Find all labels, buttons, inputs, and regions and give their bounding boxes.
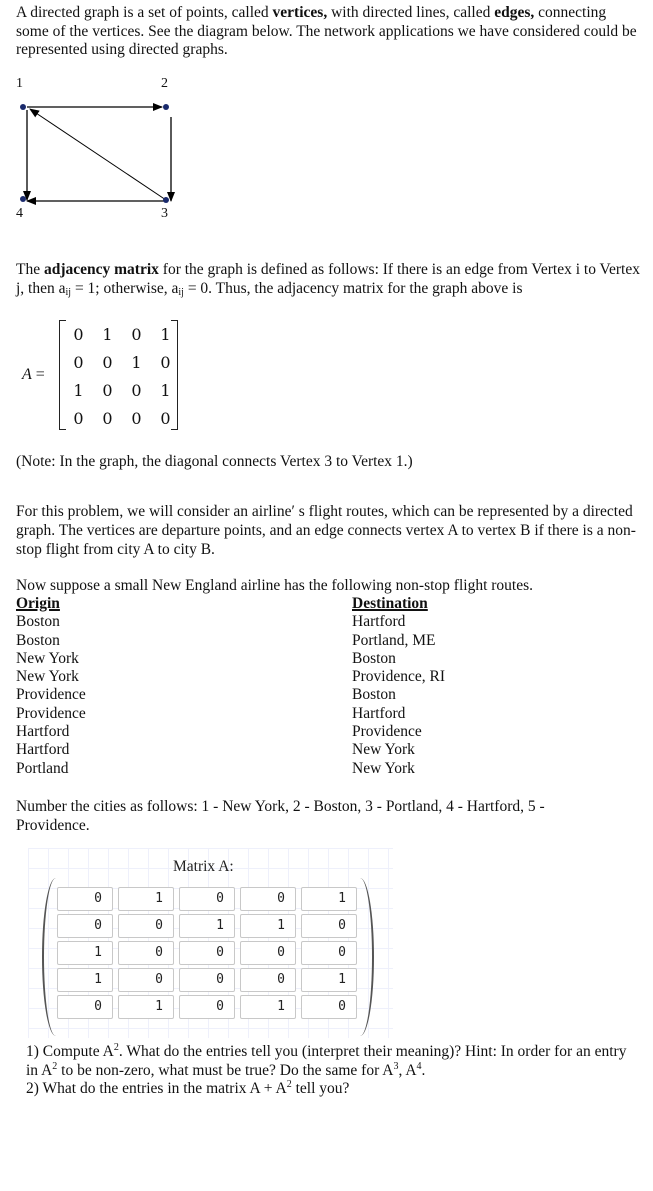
subscript-ij: ij [65, 286, 72, 298]
matrix-input-cell[interactable]: 1 [301, 887, 357, 911]
matrix-input-cell[interactable]: 0 [179, 941, 235, 965]
matrix-input-cell[interactable]: 0 [240, 968, 296, 992]
matrix-name: A [22, 366, 32, 383]
matrix-row [64, 348, 180, 376]
matrix-input-cell[interactable]: 0 [57, 887, 113, 911]
origin-cell: Hartford [16, 741, 70, 759]
matrix-input-cell[interactable]: 0 [179, 887, 235, 911]
term-adjacency-matrix: adjacency matrix [43, 261, 159, 278]
table-header [16, 595, 516, 613]
matrix-cell: 0 [102, 352, 113, 372]
matrix-cell: 0 [73, 408, 84, 428]
routes-intro: Now suppose a small New England airline has the following non-stop flight routes. [16, 577, 534, 594]
matrix-input-cell[interactable]: 0 [118, 914, 174, 938]
header-origin: Origin [16, 595, 60, 612]
destination-cell: Providence [352, 723, 422, 741]
matrix-input-cell[interactable]: 1 [301, 968, 357, 992]
destination-cell: New York [352, 759, 415, 777]
directed-graph-diagram [0, 70, 200, 230]
vertex-label-4: 4 [16, 206, 23, 221]
question-text: 2) What do the entries in the matrix A + A [26, 1080, 287, 1097]
destination-cell: Portland, ME [352, 631, 436, 649]
adjacency-text: = 1; otherwise, a [71, 279, 179, 297]
exponent: 3 [393, 1060, 399, 1072]
table-row [16, 760, 516, 778]
destination-cell: Hartford [352, 704, 406, 722]
origin-cell: New York [16, 649, 79, 667]
vertex-node-2 [163, 104, 169, 110]
vertex-label-2: 2 [161, 76, 168, 91]
matrix-cell: 0 [131, 408, 142, 428]
origin-cell: New York [16, 668, 79, 686]
matrix-cell: 0 [102, 380, 113, 400]
matrix-row [64, 404, 180, 432]
matrix-input-cell[interactable]: 1 [118, 887, 174, 911]
matrix-input-cell[interactable]: 0 [57, 914, 113, 938]
questions [26, 1043, 641, 1099]
origin-cell: Boston [16, 613, 60, 631]
adjacency-definition [16, 261, 641, 298]
table-row [16, 741, 516, 759]
vertex-label-1: 1 [16, 76, 23, 91]
vertex-node-1 [20, 104, 26, 110]
matrix-row [64, 376, 180, 404]
diagonal-note: (Note: In the graph, the diagonal connects Vertex 3 to Vertex 1.) [16, 453, 413, 470]
matrix-input-cell[interactable]: 0 [240, 887, 296, 911]
adjacency-text: = 0. Thus, the adjacency matrix for the graph above is [183, 279, 523, 297]
equals-sign: = [35, 366, 45, 383]
matrix-input-cell[interactable]: 0 [301, 941, 357, 965]
matrix-input-cell[interactable]: 1 [240, 995, 296, 1019]
matrix-cell: 1 [102, 324, 113, 344]
matrix-row [64, 320, 180, 348]
matrix-cell: 1 [160, 380, 171, 400]
exponent: 2 [286, 1079, 292, 1090]
matrix-cell: 0 [102, 408, 113, 428]
matrix-cell: 0 [73, 324, 84, 344]
table-row [16, 705, 516, 723]
adjacency-text: for the graph is defined as follows: If there is an edge from Vertex i to Vertex j, then a [16, 261, 640, 297]
table-row [16, 650, 516, 668]
adjacency-text: The [16, 261, 44, 278]
matrix-input-cell[interactable]: 0 [118, 941, 174, 965]
matrix-cell: 1 [131, 352, 142, 372]
graph-edges [0, 70, 200, 230]
problem-intro: For this problem, we will consider an airline′ s flight routes, which can be represented by a directed graph. The vertices are departure points, and an edge connects vertex A to vertex B if there is a non-stop flight from city A to city B. [16, 503, 636, 558]
origin-cell: Providence [16, 704, 86, 722]
matrix-entries [64, 320, 180, 432]
matrix-input-row [57, 968, 362, 992]
matrix-label [22, 366, 45, 384]
matrix-input-cell[interactable]: 0 [179, 995, 235, 1019]
flight-routes-table [16, 595, 516, 778]
question-1 [26, 1043, 641, 1080]
question-text: tell you? [291, 1080, 350, 1097]
matrix-cell: 0 [131, 380, 142, 400]
table-row [16, 632, 516, 650]
matrix-input-cell[interactable]: 1 [179, 914, 235, 938]
matrix-cell: 1 [160, 324, 171, 344]
intro-text: A directed graph is a set of points, called [16, 4, 273, 21]
matrix-input-row [57, 914, 362, 938]
matrix-input-grid [57, 887, 362, 1022]
origin-cell: Boston [16, 631, 60, 649]
destination-cell: Boston [352, 686, 396, 704]
table-row [16, 613, 516, 631]
term-edges: edges, [494, 4, 535, 21]
left-parenthesis [42, 878, 58, 1036]
city-numbering: Number the cities as follows: 1 - New York, 2 - Boston, 3 - Portland, 4 - Hartford, 5 - Providence. [16, 798, 545, 834]
question-text: 1) Compute A [26, 1043, 114, 1060]
matrix-input-row [57, 887, 362, 911]
matrix-input-row [57, 941, 362, 965]
matrix-input-cell[interactable]: 1 [240, 914, 296, 938]
matrix-cell: 0 [131, 324, 142, 344]
vertex-node-4 [20, 196, 26, 202]
matrix-cell: 0 [73, 352, 84, 372]
subscript-ij: ij [178, 286, 184, 298]
matrix-input-cell[interactable]: 0 [179, 968, 235, 992]
vertex-label-3: 3 [161, 206, 168, 221]
destination-cell: Hartford [352, 613, 406, 631]
question-text: . What do the entries tell you (interpret their meaning)? Hint: In order for an entry in A [26, 1043, 627, 1079]
matrix-input-row [57, 995, 362, 1019]
matrix-input-cell[interactable]: 0 [118, 968, 174, 992]
exponent: 4 [416, 1060, 422, 1072]
matrix-input-cell[interactable]: 0 [301, 995, 357, 1019]
origin-cell: Hartford [16, 723, 70, 741]
term-vertices: vertices, [272, 4, 328, 21]
matrix-cell: 0 [160, 352, 171, 372]
matrix-widget [28, 848, 393, 1038]
matrix-input-cell[interactable]: 1 [57, 941, 113, 965]
matrix-input-cell[interactable]: 1 [57, 968, 113, 992]
exponent: 2 [52, 1060, 58, 1072]
destination-cell: Boston [352, 649, 396, 667]
exponent: 2 [113, 1042, 119, 1053]
matrix-widget-title: Matrix A: [173, 858, 234, 875]
matrix-cell: 1 [73, 380, 84, 400]
question-text: , A [398, 1061, 417, 1079]
matrix-input-cell[interactable]: 1 [118, 995, 174, 1019]
matrix-input-cell[interactable]: 0 [57, 995, 113, 1019]
question-text: . [421, 1061, 426, 1079]
destination-cell: New York [352, 741, 415, 759]
table-row [16, 668, 516, 686]
table-row [16, 723, 516, 741]
intro-paragraph [16, 4, 641, 60]
table-row [16, 686, 516, 704]
question-2 [26, 1080, 641, 1099]
intro-text: connecting some of the vertices. See the diagram below. The network applications we have considered could be represented using directed graphs. [16, 4, 637, 58]
destination-cell: Providence, RI [352, 668, 445, 686]
origin-cell: Portland [16, 759, 69, 777]
origin-cell: Providence [16, 686, 86, 704]
question-text: to be non-zero, what must be true? Do the same for A [57, 1061, 394, 1079]
matrix-input-cell[interactable]: 0 [301, 914, 357, 938]
header-destination: Destination [352, 595, 428, 612]
matrix-input-cell[interactable]: 0 [240, 941, 296, 965]
intro-text: with directed lines, called [327, 4, 495, 21]
matrix-cell: 0 [160, 408, 171, 428]
vertex-node-3 [163, 197, 169, 203]
